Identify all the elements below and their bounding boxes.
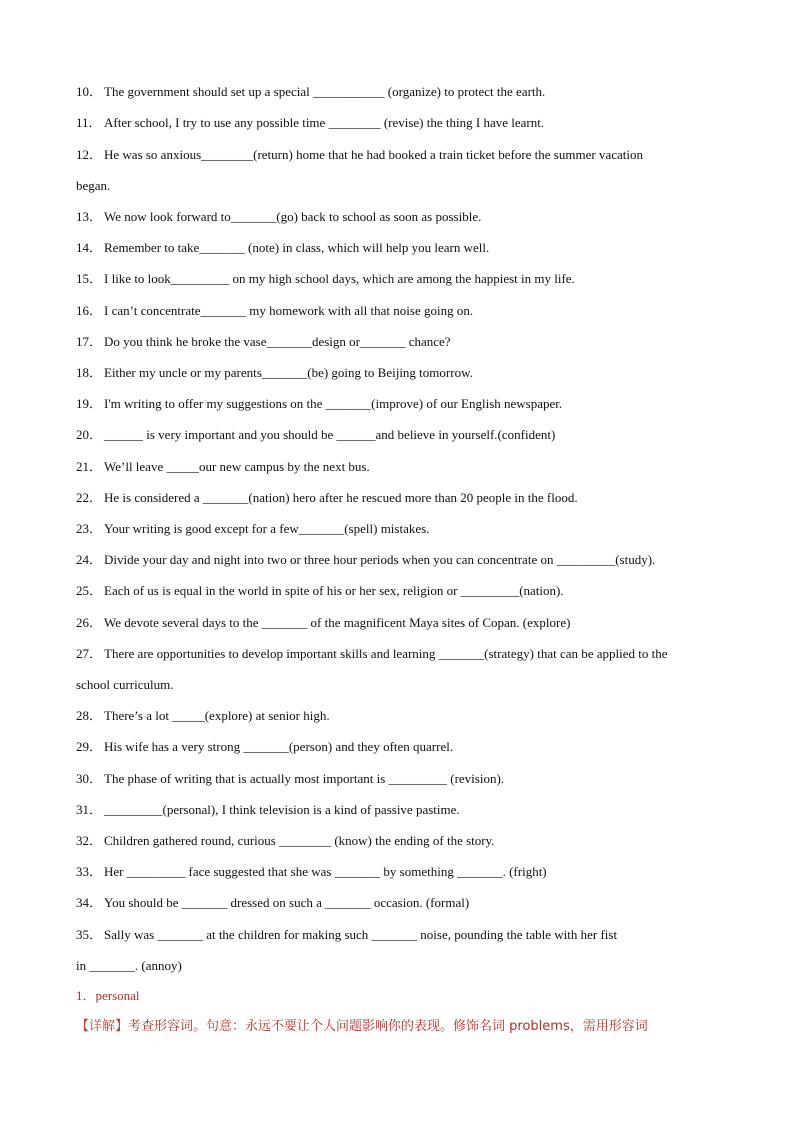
question-item bbox=[76, 927, 617, 943]
question-number: 19． bbox=[76, 396, 103, 411]
question-number: 26． bbox=[76, 615, 103, 630]
question-text: Remember to take_______ (note) in class, which will help you learn well. bbox=[104, 240, 490, 255]
question-text: He was so anxious________(return) home that he had booked a train ticket before the summer vacation bbox=[104, 147, 643, 162]
question-text: After school, I try to use any possible time ________ (revise) the thing I have learnt. bbox=[104, 115, 545, 130]
question-text: Sally was _______ at the children for making such _______ noise, pounding the table with her fist bbox=[104, 927, 618, 942]
question-item bbox=[76, 552, 655, 568]
question-continuation: in _______. (annoy) bbox=[76, 958, 182, 973]
question-text: You should be _______ dressed on such a _______ occasion. (formal) bbox=[104, 895, 470, 910]
question-number: 10． bbox=[76, 84, 103, 99]
question-number: 14． bbox=[76, 240, 103, 255]
question-text: ______ is very important and you should be ______and believe in yourself.(confident) bbox=[104, 427, 556, 442]
question-item bbox=[76, 396, 562, 412]
question-text: Each of us is equal in the world in spite of his or her sex, religion or _________(nation). bbox=[104, 583, 564, 598]
question-text: Your writing is good except for a few_______(spell) mistakes. bbox=[104, 521, 430, 536]
question-text: We now look forward to_______(go) back to school as soon as possible. bbox=[104, 209, 482, 224]
question-number: 16． bbox=[76, 303, 103, 318]
question-number: 24． bbox=[76, 552, 103, 567]
question-text: _________(personal), I think television is a kind of passive pastime. bbox=[104, 802, 460, 817]
question-item bbox=[76, 365, 473, 381]
question-number: 27． bbox=[76, 646, 103, 661]
question-number: 22． bbox=[76, 490, 103, 505]
question-number: 13． bbox=[76, 209, 103, 224]
question-text: His wife has a very strong _______(person) and they often quarrel. bbox=[104, 739, 454, 754]
question-item bbox=[76, 209, 481, 225]
question-number: 29． bbox=[76, 739, 103, 754]
question-number: 17． bbox=[76, 334, 103, 349]
question-item bbox=[76, 646, 668, 662]
question-text: He is considered a _______(nation) hero after he rescued more than 20 people in the flood. bbox=[104, 490, 578, 505]
question-item bbox=[76, 147, 643, 163]
question-item bbox=[76, 459, 370, 475]
question-item bbox=[76, 84, 545, 100]
question-text: There’s a lot _____(explore) at senior high. bbox=[104, 708, 330, 723]
answer-detail bbox=[76, 1018, 648, 1036]
question-item bbox=[76, 303, 473, 319]
question-item bbox=[76, 240, 489, 256]
question-number: 20． bbox=[76, 427, 103, 442]
question-number: 30． bbox=[76, 771, 103, 786]
question-text: I'm writing to offer my suggestions on the _______(improve) of our English newspaper. bbox=[104, 396, 563, 411]
question-number: 21． bbox=[76, 459, 103, 474]
detail-tag: 【详解】 bbox=[76, 1019, 129, 1034]
question-text: Either my uncle or my parents_______(be) going to Beijing tomorrow. bbox=[104, 365, 473, 380]
question-item bbox=[76, 833, 495, 849]
question-number: 11． bbox=[76, 115, 102, 130]
question-number: 31． bbox=[76, 802, 103, 817]
question-item bbox=[76, 708, 330, 724]
question-text: I can’t concentrate_______ my homework with all that noise going on. bbox=[104, 303, 474, 318]
question-number: 15． bbox=[76, 271, 103, 286]
question-item bbox=[76, 427, 555, 443]
question-text: We devote several days to the _______ of the magnificent Maya sites of Copan. (explore) bbox=[104, 615, 571, 630]
question-item bbox=[76, 521, 429, 537]
question-number: 25． bbox=[76, 583, 103, 598]
question-number: 32． bbox=[76, 833, 103, 848]
question-item bbox=[76, 615, 570, 631]
question-number: 18． bbox=[76, 365, 103, 380]
question-text: The phase of writing that is actually most important is _________ (revision). bbox=[104, 771, 505, 786]
question-item bbox=[76, 802, 460, 818]
answer-label: 1．personal bbox=[76, 988, 140, 1003]
question-item bbox=[76, 895, 469, 911]
question-number: 12． bbox=[76, 147, 103, 162]
question-item bbox=[76, 583, 564, 599]
question-text: The government should set up a special ___________ (organize) to protect the earth. bbox=[104, 84, 546, 99]
question-text: Divide your day and night into two or three hour periods when you can concentrate on _________(study). bbox=[104, 552, 656, 567]
question-text: I like to look_________ on my high school days, which are among the happiest in my life. bbox=[104, 271, 575, 286]
question-number: 35． bbox=[76, 927, 103, 942]
question-text: Do you think he broke the vase_______design or_______ chance? bbox=[104, 334, 451, 349]
question-item bbox=[76, 334, 451, 350]
question-text: We’ll leave _____our new campus by the next bus. bbox=[104, 459, 370, 474]
question-number: 28． bbox=[76, 708, 103, 723]
question-continuation: began. bbox=[76, 178, 111, 193]
question-text: Children gathered round, curious ________ (know) the ending of the story. bbox=[104, 833, 495, 848]
question-text: There are opportunities to develop important skills and learning _______(strategy) that can be applied to the bbox=[104, 646, 668, 661]
detail-text: 考查形容词。句意：永远不要让个人问题影响你的表现。修饰名词 problems，需用形容词 bbox=[128, 1019, 648, 1034]
question-number: 34． bbox=[76, 895, 103, 910]
question-item bbox=[76, 271, 575, 287]
question-item bbox=[76, 739, 453, 755]
question-number: 23． bbox=[76, 521, 103, 536]
question-item bbox=[76, 864, 547, 880]
question-item bbox=[76, 771, 504, 787]
question-number: 33． bbox=[76, 864, 103, 879]
question-item bbox=[76, 115, 544, 131]
question-continuation: school curriculum. bbox=[76, 677, 174, 692]
question-text: Her _________ face suggested that she was _______ by something _______. (fright) bbox=[104, 864, 547, 879]
question-item bbox=[76, 490, 578, 506]
